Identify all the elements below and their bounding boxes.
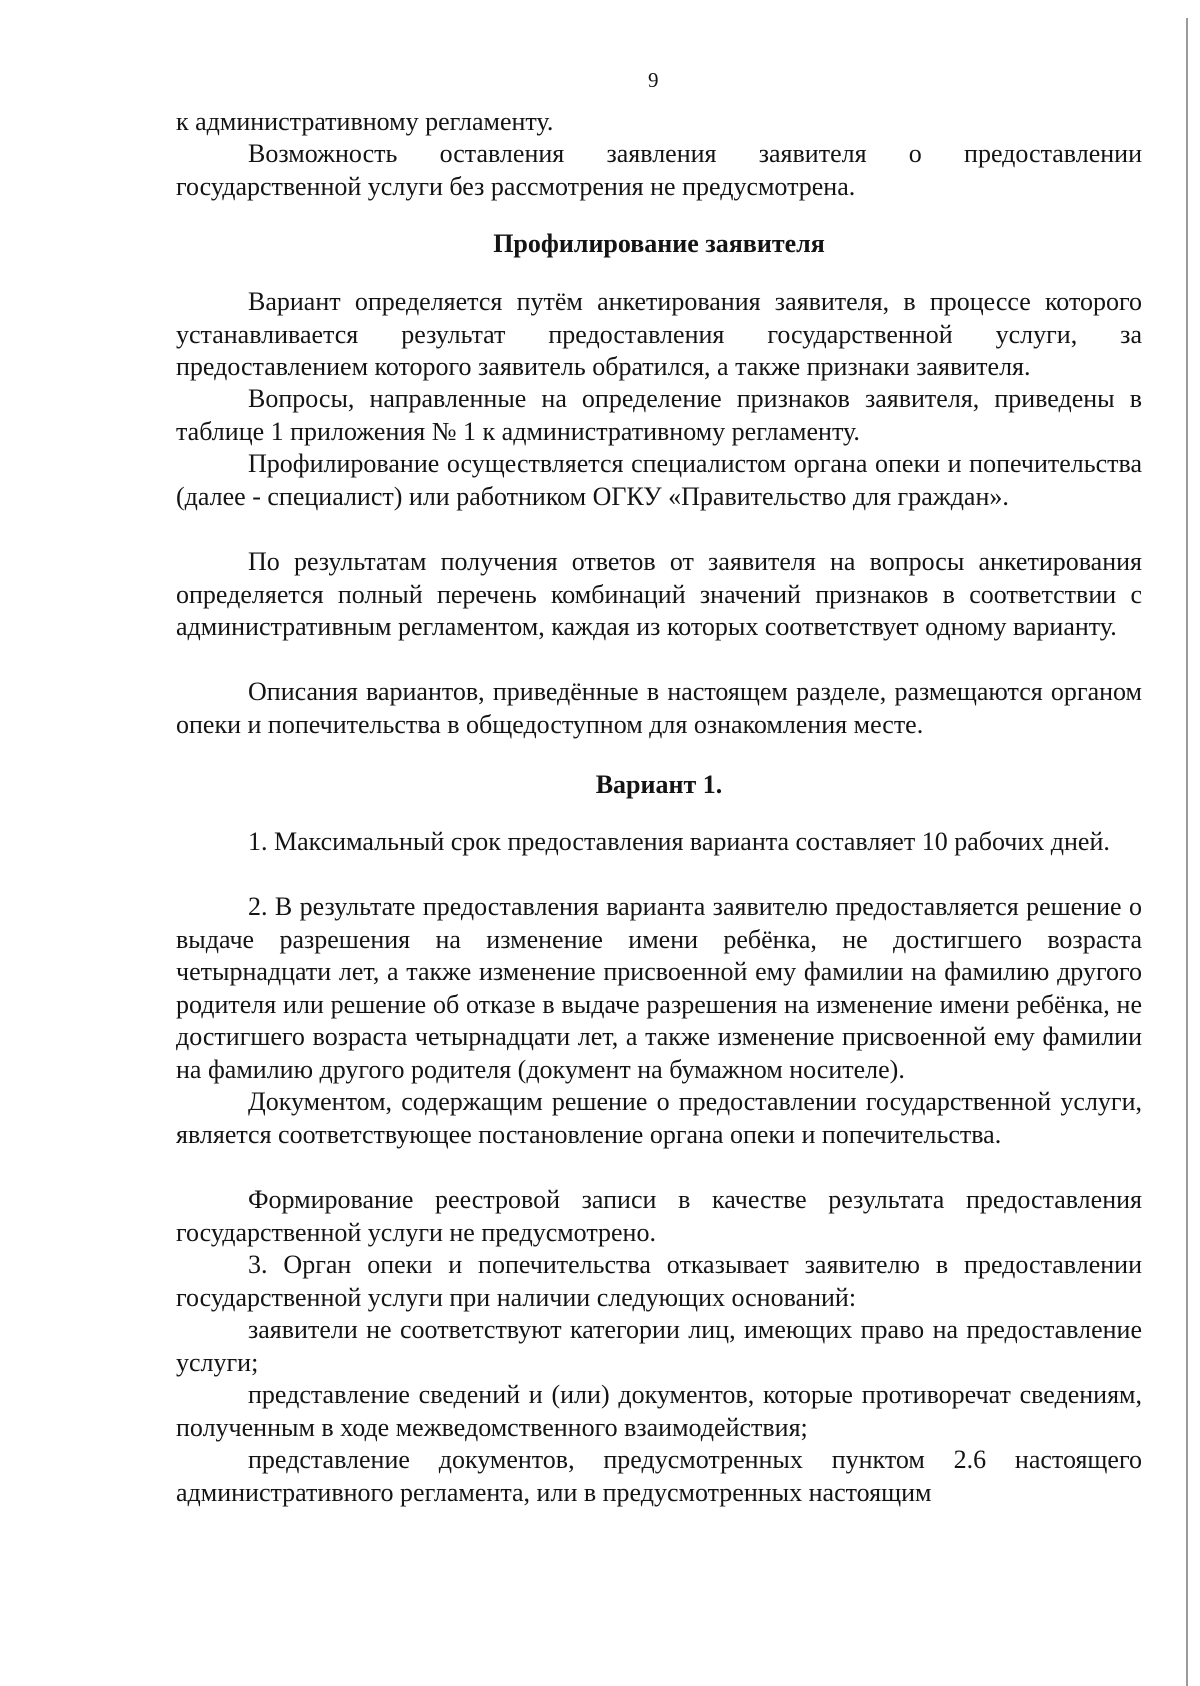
refusal-ground-3: представление документов, предусмотренных пунктом 2.6 настоящего административного регламента, или в предусмотренных настоящим — [176, 1445, 1142, 1507]
section-title-variant-1: Вариант 1. — [595, 770, 723, 799]
profiling-paragraph-3: Профилирование осуществляется специалистом органа опеки и попечительства (далее - специалист) или работником ОГКУ «Правительство для граждан». — [176, 449, 1142, 511]
variant1-item-1: 1. Максимальный срок предоставления варианта составляет 10 рабочих дней. — [248, 827, 1110, 856]
profiling-paragraph-4: По результатам получения ответов от заявителя на вопросы анкетирования определяется полный перечень комбинаций значений признаков в соответствии с административным регламентом, каждая из которых соответствует одному варианту. — [176, 547, 1142, 641]
paragraph-top-2: Возможность оставления заявления заявителя о предоставлении государственной услуги без рассмотрения не предусмотрена. — [176, 139, 1142, 201]
profiling-paragraph-2: Вопросы, направленные на определение признаков заявителя, приведены в таблице 1 приложения № 1 к административному регламенту. — [176, 384, 1142, 446]
variant1-paragraph-document: Документом, содержащим решение о предоставлении государственной услуги, является соответствующее постановление органа опеки и попечительства. — [176, 1087, 1142, 1149]
variant1-item-2: 2. В результате предоставления варианта заявителю предоставляется решение о выдаче разрешения на изменение имени ребёнка, не достигшего возраста четырнадцати лет, а также изменение присвоенной ему фамилии на фамилию другого родителя или решение об отказе в выдаче разрешения на изменение имени ребёнка, не достигшего возраста четырнадцати лет, а также изменение присвоенной ему фамилии на фамилию другого родителя (документ на бумажном носителе). — [176, 892, 1142, 1084]
refusal-ground-2: представление сведений и (или) документов, которые противоречат сведениям, полученным в ходе межведомственного взаимодействия; — [176, 1380, 1142, 1442]
variant1-item-3: 3. Орган опеки и попечительства отказывает заявителю в предоставлении государственной услуги при наличии следующих оснований: — [176, 1250, 1142, 1312]
profiling-paragraph-5: Описания вариантов, приведённые в настоящем разделе, размещаются органом опеки и попечительства в общедоступном для ознакомления месте. — [176, 677, 1142, 739]
section-title-profiling: Профилирование заявителя — [493, 229, 825, 258]
page-number: 9 — [648, 68, 659, 92]
variant1-paragraph-registry: Формирование реестровой записи в качестве результата предоставления государственной услуги не предусмотрено. — [176, 1185, 1142, 1247]
refusal-ground-1: заявители не соответствуют категории лиц, имеющих право на предоставление услуги; — [176, 1315, 1142, 1377]
paragraph-top-1: к административному регламенту. — [176, 107, 554, 136]
profiling-paragraph-1: Вариант определяется путём анкетирования заявителя, в процессе которого устанавливается результат предоставления государственной услуги, за предоставлением которого заявитель обратился, а также признаки заявителя. — [176, 287, 1142, 381]
scan-edge-line — [1186, 18, 1188, 1686]
